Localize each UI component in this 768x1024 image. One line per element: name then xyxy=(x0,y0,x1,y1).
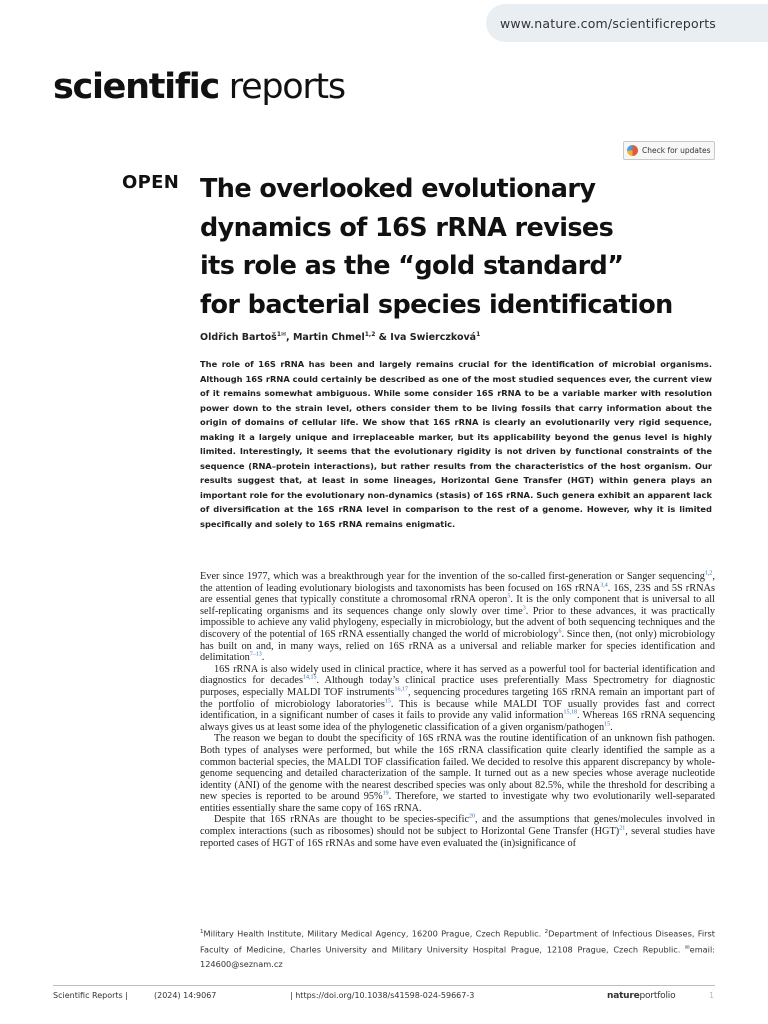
affiliations xyxy=(200,925,715,972)
affiliation-sup: 2 xyxy=(544,929,549,935)
citation-ref[interactable]: 1,2 xyxy=(704,570,713,577)
brand-bold: nature xyxy=(607,991,640,1001)
citation-ref[interactable]: 5 xyxy=(507,593,511,600)
citation-ref[interactable]: 21 xyxy=(619,825,626,832)
page-number: 1 xyxy=(709,991,715,1000)
footer-divider xyxy=(53,985,715,986)
doi-link[interactable]: | https://doi.org/10.1038/s41598-024-59667-3 xyxy=(290,991,475,1000)
author-separator: & xyxy=(375,332,391,344)
top-bar xyxy=(0,0,768,46)
citation-ref[interactable]: 14,15 xyxy=(302,674,317,681)
author-name[interactable]: Iva Swierczková xyxy=(390,332,477,344)
footer-journal: Scientific Reports | xyxy=(53,991,128,1000)
footer-volume: (2024) 14:9067 xyxy=(154,991,217,1000)
check-for-updates-label: Check for updates xyxy=(642,146,711,155)
abstract: The role of 16S rRNA has been and largely remains crucial for the identification of microbial organisms. Although 16S rRNA could certainly be described as one of the most studied sequences ever, the current view of it remains somewhat ambiguous. While some consider 16S rRNA to be a variable marker with resolution power down to the strain level, others consider them to be living fossils that carry information about the origin of domains of cellular life. We show that 16S rRNA is clearly an evolutionarily very rigid sequence, making it a largely unique and irreplaceable marker, but its applicability beyond the genus level is highly limited. Interestingly, it seems that the evolutionary rigidity is not driven by functional constraints of the sequence (RNA–protein interactions), but rather results from the characteristics of the host organism. Our results suggest that, at least in some lineages, Horizontal Gene Transfer (HGT) within genera plays an important role for the evolutionary non-dynamics (stasis) of 16S rRNA. Such genera exhibit an apparent lack of diversification at the 16S rRNA level in comparison to the rest of a genome. However, why it is limited specifically and solely to 16S rRNA remains enigmatic. xyxy=(200,359,712,529)
citation-ref[interactable]: 6 xyxy=(558,628,562,635)
crossmark-icon xyxy=(627,145,638,156)
author-name[interactable]: Oldřich Bartoš xyxy=(200,332,277,344)
citation-ref[interactable]: 16,17 xyxy=(394,686,408,693)
journal-url-link[interactable]: www.nature.com/scientificreports xyxy=(500,15,717,31)
citation-ref[interactable]: 19 xyxy=(382,790,389,797)
brand-light: portfolio xyxy=(639,991,676,1001)
author-name[interactable]: Martin Chmel xyxy=(292,332,365,344)
journal-logo[interactable] xyxy=(53,64,345,110)
article-title xyxy=(200,170,740,324)
article-body xyxy=(200,571,715,849)
footer-doi xyxy=(290,991,474,1000)
citation-ref[interactable]: 3 xyxy=(522,605,526,612)
check-for-updates-button[interactable] xyxy=(623,141,715,160)
affiliation-sup: 1 xyxy=(200,929,204,935)
open-access-label: OPEN xyxy=(122,172,180,193)
author-separator: , xyxy=(286,332,293,344)
title-line: dynamics of 16S rRNA revises xyxy=(200,212,614,243)
citation-ref[interactable]: 15 xyxy=(604,721,611,728)
body-paragraph: 16S rRNA is also widely used in clinical practice, where it has served as a powerful tool for bacterial identification and diagnostics for decades$^{14,15}$. Although today’s clinical practice uses preferentially Mass Spectrometry for diagnostic purposes, especially MALDI TOF instruments$^{16,17}$, sequencing procedures targeting 16S rRNA remain an important part of the portfolio of microbiology laboratories$^{15}$. This is because while MALDI TOF usually provides fast and correct identification, in a significant number of cases it fails to provide any valid information$^{15,18}$. Whereas 16S rRNA sequencing always gives us at least some idea of the phylogenetic classification of a given organism/pathogen$^{15}$. xyxy=(200,663,715,733)
citation-ref[interactable]: 3,4 xyxy=(600,582,608,589)
author-list xyxy=(200,331,480,343)
corresponding-email[interactable]: email: 124600@seznam.cz xyxy=(200,944,715,970)
title-line: its role as the “gold standard” xyxy=(200,251,624,281)
citation-ref[interactable]: 20 xyxy=(469,814,476,821)
journal-logo-bold: scientific xyxy=(53,67,219,107)
author-affiliation-sup: 1,2 xyxy=(364,331,376,338)
author-affiliation-sup: 1 xyxy=(476,331,481,338)
affiliation-text: Department of Infectious Diseases, First Faculty of Medicine, Charles University and Military University Hospital Prague, 12108 Prague, Czech Republic. xyxy=(200,928,715,955)
affiliation-text: Military Health Institute, Military Medical Agency, 16200 Prague, Czech Republic. xyxy=(203,928,545,939)
body-paragraph: Ever since 1977, which was a breakthrough year for the invention of the so-called first-generation or Sanger sequencing$^{1,2}$, the attention of leading evolutionary biologists and taxonomists has been focused on 16S rRNA$^{3,4}$. 16S, 23S and 5S rRNAs are essential genes that typically constitute a chromosomal rRNA operon$^5$. It is the only component that is universal to all self-replicating organisms and its sequences change only slowly over time$^3$. Prior to these advances, it was practically impossible to achieve any valid phylogeny, especially in microbiology, but the advent of both sequencing techniques and the discovery of the potential of 16S rRNA essentially changed the world of microbiology$^6$. Since then, (not only) microbiology has built on and, in many ways, relied on 16S rRNA as a universal and reliable marker for species identification and delimitation$^{7-13}$. xyxy=(200,570,715,664)
journal-logo-light: reports xyxy=(218,67,345,107)
title-line: for bacterial species identification xyxy=(200,289,673,320)
citation-ref[interactable]: 7–13 xyxy=(249,651,262,658)
envelope-icon: ✉ xyxy=(685,945,690,952)
citation-ref[interactable]: 15 xyxy=(384,698,391,705)
author-affiliation-sup: 1✉ xyxy=(276,331,287,338)
citation-ref[interactable]: 15,18 xyxy=(563,709,577,716)
nature-portfolio-logo xyxy=(607,991,675,1001)
body-paragraph: The reason we began to doubt the specificity of 16S rRNA was the routine identification of an unknown fish pathogen. Both types of analyses were performed, but while the 16S rRNA classification quite clearly identified the sample as a common bacterial species, the MALDI TOF classification failed. We decided to resolve this apparent discrepancy by whole-genome sequencing and detailed characterization of the sample. It turned out as a new species whose average nucleotide identity (ANI) of the genome with the nearest described species was only about 82.5%, while the threshold for describing a new species is reported to be around 95%$^{19}$. Therefore, we started to investigate why two evolutionarily well-separated entities essentially share the same copy of 16S rRNA. xyxy=(200,733,715,814)
title-line: The overlooked evolutionary xyxy=(200,174,596,204)
body-paragraph: Despite that 16S rRNAs are thought to be species-specific$^{20}$, and the assumptions that genes/molecules involved in complex interactions (such as ribosomes) should not be subject to Horizontal Gene Transfer (HGT)$^{21}$, several studies have reported cases of HGT of 16S rRNAs and some have even evaluated the (in)significance of xyxy=(200,814,715,849)
url-pill xyxy=(486,4,768,42)
